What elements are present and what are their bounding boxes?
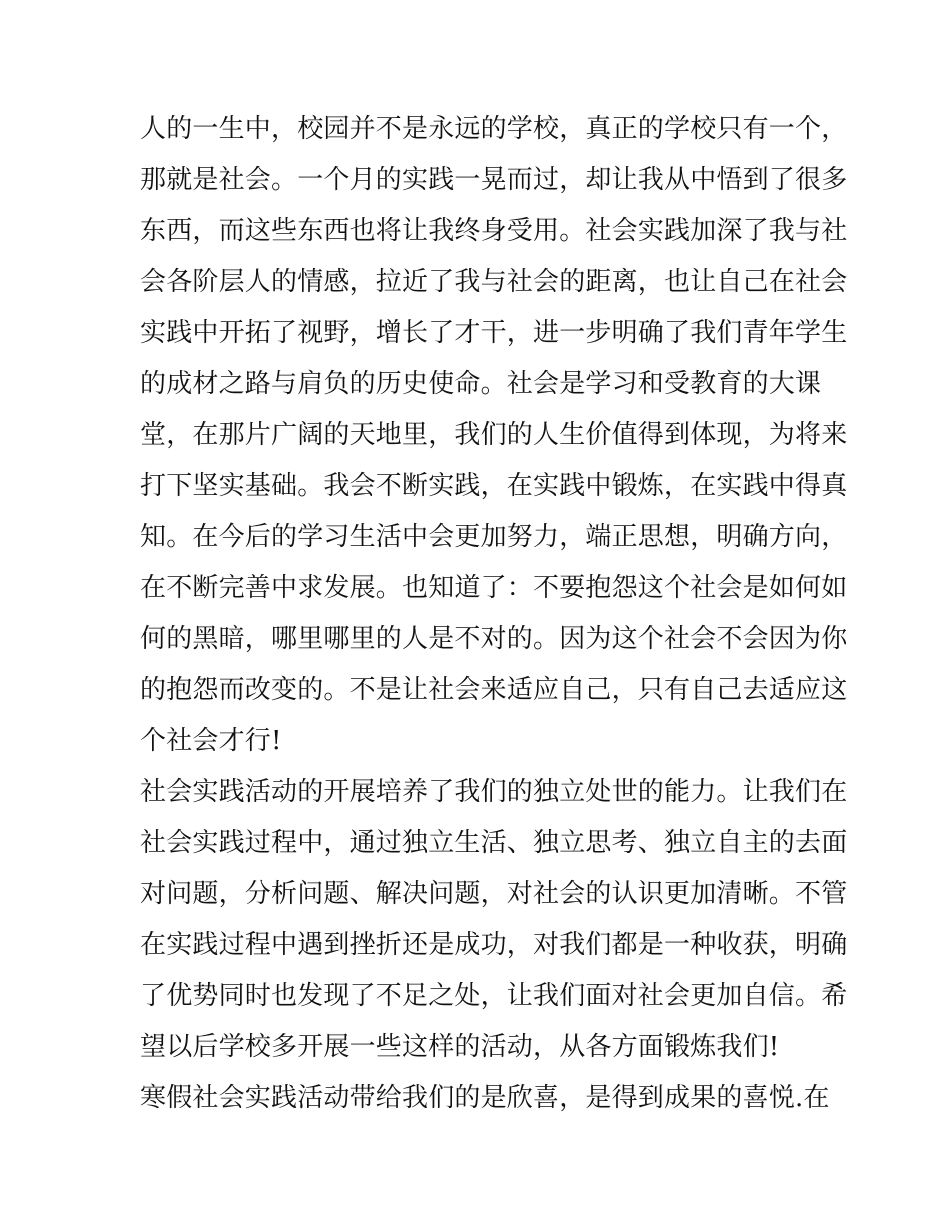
text-line-15: 社会实践过程中，通过独立生活、独立思考、独立自主的去面 [140, 828, 848, 858]
text-line-7: 堂，在那片广阔的天地里，我们的人生价值得到体现，为将来 [140, 420, 848, 450]
text-line-16: 对问题，分析问题、解决问题，对社会的认识更加清晰。不管 [140, 879, 848, 909]
text-line-9: 知。在今后的学习生活中会更加努力，端正思想，明确方向， [140, 522, 848, 552]
text-line-8: 打下坚实基础。我会不断实践，在实践中锻炼，在实践中得真 [140, 471, 848, 501]
text-line-1: 人的一生中，校园并不是永远的学校，真正的学校只有一个， [140, 114, 848, 144]
text-line-6: 的成材之路与肩负的历史使命。社会是学习和受教育的大课 [140, 369, 822, 399]
body-text [140, 104, 848, 1124]
text-line-20: 寒假社会实践活动带给我们的是欣喜，是得到成果的喜悦.在 [140, 1083, 830, 1113]
text-line-17: 在实践过程中遇到挫折还是成功，对我们都是一种收获，明确 [140, 930, 848, 960]
text-line-11: 何的黑暗，哪里哪里的人是不对的。因为这个社会不会因为你 [140, 624, 848, 654]
text-line-18: 了优势同时也发现了不足之处，让我们面对社会更加自信。希 [140, 981, 848, 1011]
text-line-19: 望以后学校多开展一些这样的活动，从各方面锻炼我们! [140, 1032, 780, 1062]
text-line-4: 会各阶层人的情感，拉近了我与社会的距离，也让自己在社会 [140, 267, 848, 297]
text-line-2: 那就是社会。一个月的实践一晃而过，却让我从中悟到了很多 [140, 165, 848, 195]
text-line-3: 东西，而这些东西也将让我终身受用。社会实践加深了我与社 [140, 216, 848, 246]
text-line-14: 社会实践活动的开展培养了我们的独立处世的能力。让我们在 [140, 777, 848, 807]
text-line-12: 的抱怨而改变的。不是让社会来适应自己，只有自己去适应这 [140, 675, 848, 705]
text-line-10: 在不断完善中求发展。也知道了：不要抱怨这个社会是如何如 [140, 573, 848, 603]
text-line-5: 实践中开拓了视野，增长了才干，进一步明确了我们青年学生 [140, 318, 848, 348]
text-line-13: 个社会才行! [140, 726, 282, 756]
